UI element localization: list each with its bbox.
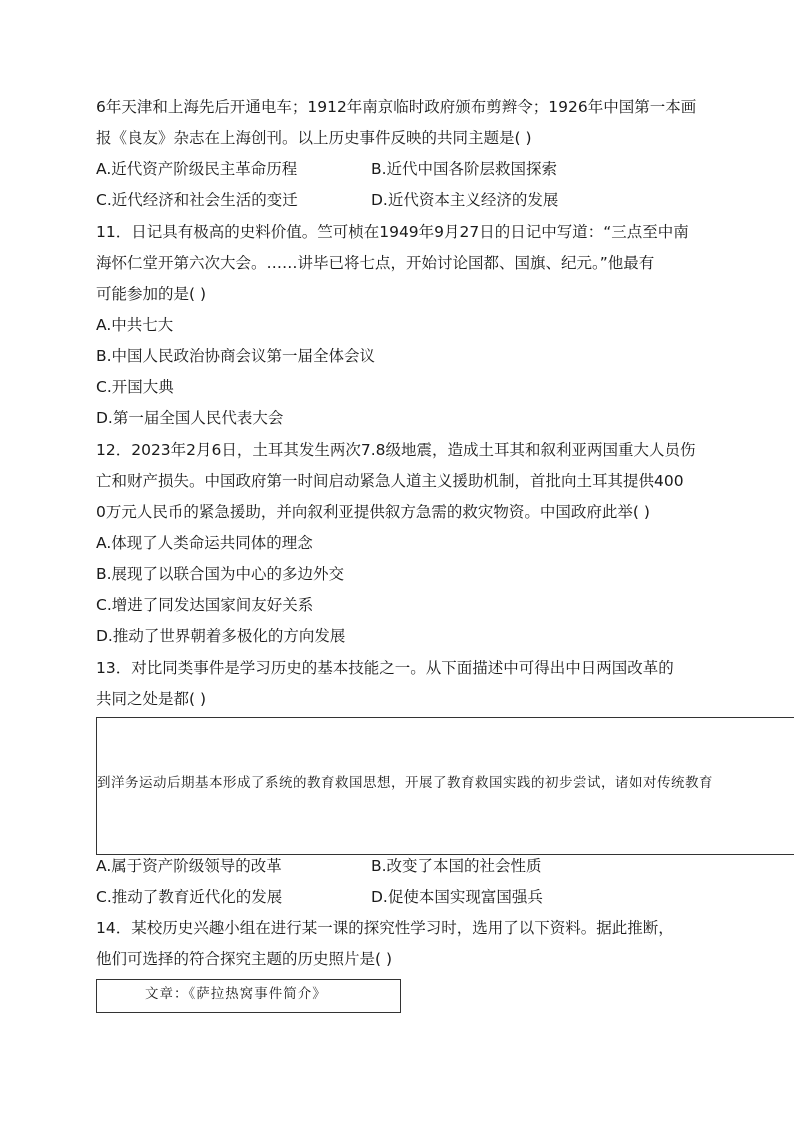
q11-text-line2: 海怀仁堂开第六次大会。……讲毕已将七点，开始讨论国都、国旗、纪元。”他最有 [96,254,655,272]
q12-text-line3: 0万元人民币的紧急援助，并向叙利亚提供叙方急需的救灾物资。中国政府此举( ) [96,503,650,521]
q13-text-line1: 13．对比同类事件是学习历史的基本技能之一。从下面描述中可得出中日两国改革的 [96,659,674,677]
q14-material-box [96,979,401,1013]
q12-option-b: B.展现了以联合国为中心的多边外交 [96,565,345,583]
q13-option-a: A.属于资产阶级领导的改革 [96,857,282,875]
q12-option-d: D.推动了世界朝着多极化的方向发展 [96,627,346,645]
q11-text-line1: 11．日记具有极高的史料价值。竺可桢在1949年9月27日的日记中写道：“三点至中南 [96,223,689,241]
q13-option-c: C.推动了教育近代化的发展 [96,888,283,906]
q10-option-d: D.近代资本主义经济的发展 [371,191,559,209]
q10-option-b: B.近代中国各阶层救国探索 [371,160,558,178]
q11-option-a: A.中共七大 [96,316,174,334]
q10-text-line1: 6年天津和上海先后开通电车；1912年南京临时政府颁布剪辫令；1926年中国第一本画 [96,98,697,116]
q10-option-c: C.近代经济和社会生活的变迁 [96,191,298,209]
q11-option-d: D.第一届全国人民代表大会 [96,409,284,427]
q14-text-line1: 14．某校历史兴趣小组在进行某一课的探究性学习时，选用了以下资料。据此推断， [96,919,674,937]
q10-text-line2: 报《良友》杂志在上海创刊。以上历史事件反映的共同主题是( ) [96,129,532,147]
q11-text-line3: 可能参加的是( ) [96,285,207,303]
q11-option-b: B.中国人民政治协商会议第一届全体会议 [96,347,376,365]
q14-text-line2: 他们可选择的符合探究主题的历史照片是( ) [96,950,393,968]
q13-option-d: D.促使本国实现富国强兵 [371,888,543,906]
q13-material-text: 到洋务运动后期基本形成了系统的教育救国思想，开展了教育救国实践的初步尝试，诸如对传统教育 [97,775,713,791]
q12-text-line1: 12．2023年2月6日，土耳其发生两次7.8级地震，造成土耳其和叙利亚两国重大人员伤 [96,441,696,459]
q13-option-b: B.改变了本国的社会性质 [371,857,542,875]
q12-option-c: C.增进了同发达国家间友好关系 [96,596,314,614]
q10-option-a: A.近代资产阶级民主革命历程 [96,160,298,178]
q11-option-c: C.开国大典 [96,378,174,396]
q12-text-line2: 亡和财产损失。中国政府第一时间启动紧急人道主义援助机制，首批向土耳其提供400 [96,472,684,490]
q13-text-line2: 共同之处是都( ) [96,690,207,708]
q12-option-a: A.体现了人类命运共同体的理念 [96,534,313,552]
q14-material-text: 文章：《萨拉热窝事件简介》 [145,986,327,1002]
q13-material-box [96,717,794,855]
